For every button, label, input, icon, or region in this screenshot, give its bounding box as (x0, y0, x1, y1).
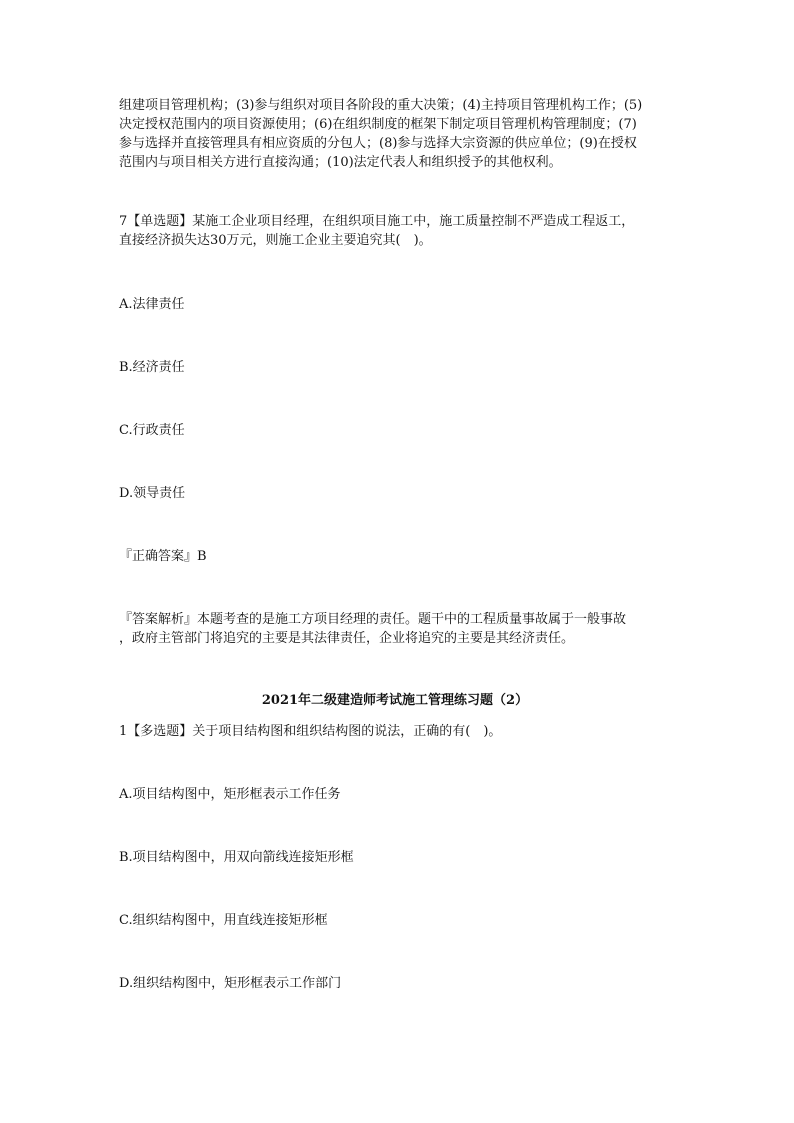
intro-line: 范围内与项目相关方进行直接沟通；(10)法定代表人和组织授予的其他权利。 (119, 155, 562, 170)
question-1-option-a: A.项目结构图中，矩形框表示工作任务 (119, 787, 341, 802)
intro-line: 决定授权范围内的项目资源使用；(6)在组织制度的框架下制定项目管理机构管理制度；(7) (119, 117, 637, 132)
intro-line: 组建项目管理机构；(3)参与组织对项目各阶段的重大决策；(4)主持项目管理机构工作；(5) (119, 98, 643, 113)
question-7-analysis (119, 610, 671, 648)
analysis-line: ，政府主管部门将追究的主要是其法律责任，企业将追究的主要是其经济责任。 (119, 631, 575, 646)
question-7-option-d: D.领导责任 (119, 486, 186, 501)
section-title: 2021年二级建造师考试施工管理练习题（2） (261, 693, 529, 708)
question-7-answer: 『正确答案』B (119, 549, 207, 564)
question-1-option-d: D.组织结构图中，矩形框表示工作部门 (119, 976, 342, 991)
analysis-line: 『答案解析』本题考查的是施工方项目经理的责任。题干中的工程质量事故属于一般事故 (119, 612, 627, 627)
question-1-stem: 1【多选题】关于项目结构图和组织结构图的说法，正确的有( )。 (119, 724, 502, 739)
question-7-option-b: B.经济责任 (119, 360, 185, 375)
question-1-option-c: C.组织结构图中，用直线连接矩形框 (119, 913, 328, 928)
question-7-stem (119, 212, 671, 250)
intro-paragraph (119, 96, 671, 172)
question-stem-line: 直接经济损失达30万元，则施工企业主要追究其( )。 (119, 233, 432, 248)
intro-line: 参与选择并直接管理具有相应资质的分包人；(8)参与选择大宗资源的供应单位；(9)在授权 (119, 136, 637, 151)
question-7-option-c: C.行政责任 (119, 423, 185, 438)
question-7-option-a: A.法律责任 (119, 297, 185, 312)
question-1-option-b: B.项目结构图中，用双向箭线连接矩形框 (119, 850, 354, 865)
question-stem-line: 7【单选题】某施工企业项目经理，在组织项目施工中，施工质量控制不严造成工程返工， (119, 214, 635, 229)
